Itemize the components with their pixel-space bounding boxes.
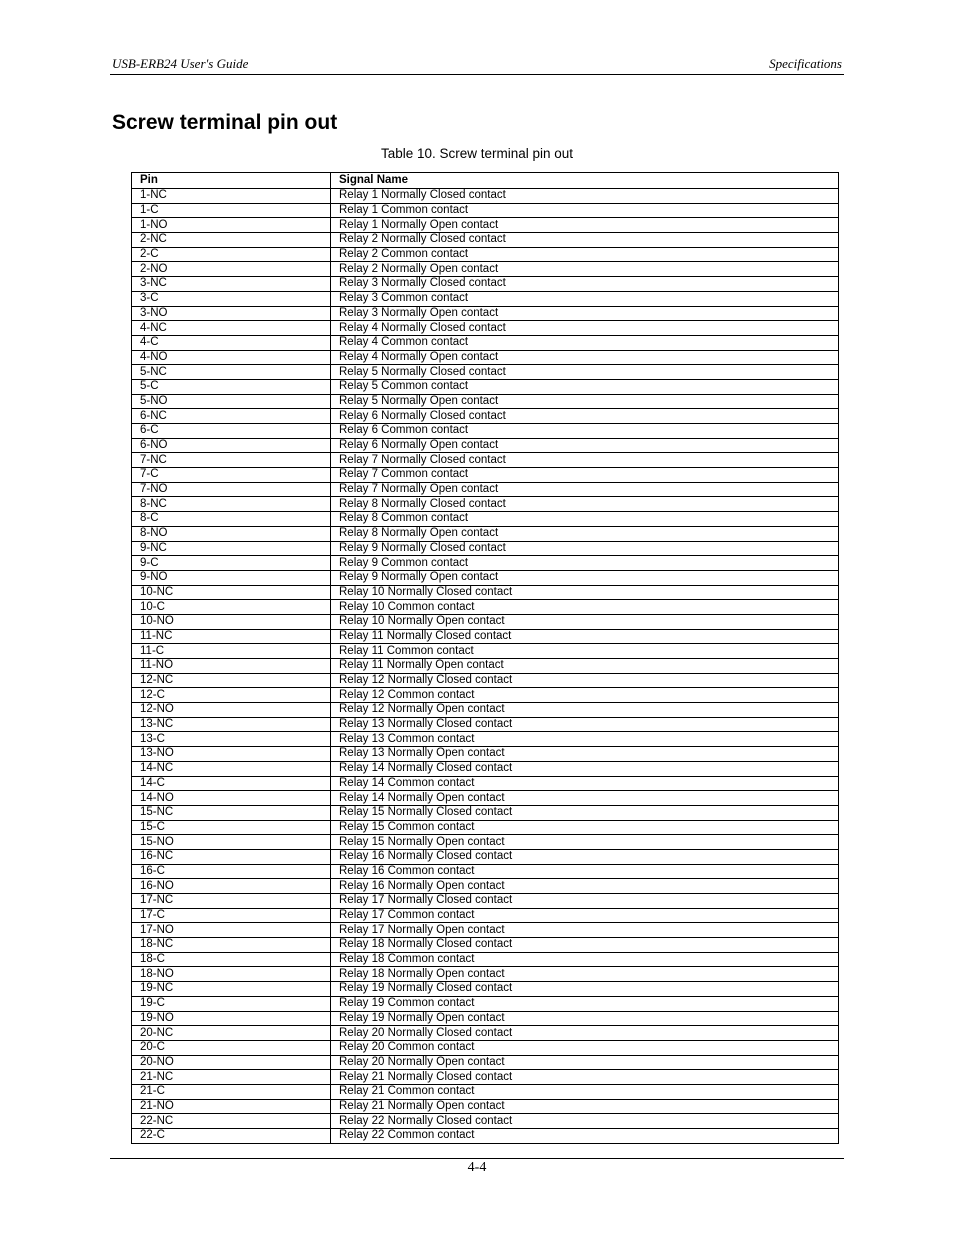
pin-cell: 20-NC (132, 1026, 331, 1041)
signal-name-cell: Relay 2 Common contact (331, 247, 839, 262)
pin-cell: 4-C (132, 335, 331, 350)
table-row (132, 365, 839, 380)
table-caption: Table 10. Screw terminal pin out (380, 146, 574, 161)
pin-cell: 2-C (132, 247, 331, 262)
table-row (132, 1084, 839, 1099)
pin-cell: 7-NC (132, 453, 331, 468)
table-body (132, 189, 839, 1144)
signal-name-cell: Relay 15 Common contact (331, 820, 839, 835)
pin-cell: 5-NC (132, 365, 331, 380)
signal-name-cell: Relay 1 Normally Open contact (331, 218, 839, 233)
signal-name-cell: Relay 19 Common contact (331, 996, 839, 1011)
signal-name-cell: Relay 17 Normally Open contact (331, 923, 839, 938)
pin-cell: 10-NO (132, 614, 331, 629)
signal-name-cell: Relay 7 Normally Closed contact (331, 453, 839, 468)
signal-name-cell: Relay 22 Normally Closed contact (331, 1114, 839, 1129)
table-row (132, 291, 839, 306)
pin-cell: 22-NC (132, 1114, 331, 1129)
pin-cell: 3-NC (132, 277, 331, 292)
signal-name-cell: Relay 6 Common contact (331, 424, 839, 439)
table-row (132, 629, 839, 644)
pin-cell: 6-C (132, 424, 331, 439)
table-row (132, 614, 839, 629)
table-row (132, 335, 839, 350)
signal-name-cell: Relay 3 Common contact (331, 291, 839, 306)
pin-cell: 8-NC (132, 497, 331, 512)
pin-cell: 9-NC (132, 541, 331, 556)
pin-cell: 18-C (132, 952, 331, 967)
table-row (132, 233, 839, 248)
signal-name-cell: Relay 7 Normally Open contact (331, 482, 839, 497)
pin-cell: 5-C (132, 379, 331, 394)
table-row (132, 438, 839, 453)
signal-name-cell: Relay 2 Normally Closed contact (331, 233, 839, 248)
table-row (132, 394, 839, 409)
table-row (132, 1129, 839, 1144)
signal-name-cell: Relay 1 Common contact (331, 203, 839, 218)
signal-name-cell: Relay 14 Normally Closed contact (331, 761, 839, 776)
section-title: Screw terminal pin out (112, 111, 338, 134)
signal-name-cell: Relay 13 Normally Closed contact (331, 717, 839, 732)
page-header (110, 54, 844, 75)
pin-cell: 12-C (132, 688, 331, 703)
signal-name-cell: Relay 22 Common contact (331, 1129, 839, 1144)
pin-cell: 19-NO (132, 1011, 331, 1026)
pin-cell: 3-C (132, 291, 331, 306)
table-row (132, 820, 839, 835)
pin-cell: 7-NO (132, 482, 331, 497)
pin-cell: 9-C (132, 556, 331, 571)
table-row (132, 703, 839, 718)
table-row (132, 791, 839, 806)
table-row (132, 409, 839, 424)
signal-name-cell: Relay 20 Normally Open contact (331, 1055, 839, 1070)
table-row (132, 835, 839, 850)
table-row (132, 952, 839, 967)
pin-cell: 15-NC (132, 805, 331, 820)
table-row (132, 556, 839, 571)
table-row (132, 585, 839, 600)
signal-name-cell: Relay 5 Normally Open contact (331, 394, 839, 409)
table-row (132, 776, 839, 791)
pin-cell: 7-C (132, 468, 331, 483)
pin-cell: 9-NO (132, 570, 331, 585)
pin-cell: 14-NO (132, 791, 331, 806)
table-header-row (132, 173, 839, 189)
signal-name-cell: Relay 4 Normally Closed contact (331, 321, 839, 336)
table-row (132, 1040, 839, 1055)
table-row (132, 923, 839, 938)
table-row (132, 908, 839, 923)
table-row (132, 879, 839, 894)
pin-cell: 3-NO (132, 306, 331, 321)
pin-cell: 15-NO (132, 835, 331, 850)
table-row (132, 468, 839, 483)
table-row (132, 1026, 839, 1041)
signal-name-cell: Relay 15 Normally Open contact (331, 835, 839, 850)
header-guide-title: USB-ERB24 User's Guide (112, 56, 249, 71)
signal-name-cell: Relay 12 Normally Open contact (331, 703, 839, 718)
signal-name-cell: Relay 18 Normally Closed contact (331, 938, 839, 953)
table-row (132, 350, 839, 365)
table-row (132, 717, 839, 732)
signal-name-cell: Relay 3 Normally Open contact (331, 306, 839, 321)
signal-name-cell: Relay 19 Normally Closed contact (331, 982, 839, 997)
pin-cell: 21-C (132, 1084, 331, 1099)
signal-name-cell: Relay 9 Common contact (331, 556, 839, 571)
signal-name-cell: Relay 18 Normally Open contact (331, 967, 839, 982)
pin-cell: 11-NC (132, 629, 331, 644)
signal-name-cell: Relay 3 Normally Closed contact (331, 277, 839, 292)
table-row (132, 938, 839, 953)
signal-name-cell: Relay 6 Normally Open contact (331, 438, 839, 453)
signal-name-cell: Relay 13 Normally Open contact (331, 747, 839, 762)
signal-name-cell: Relay 2 Normally Open contact (331, 262, 839, 277)
signal-name-cell: Relay 6 Normally Closed contact (331, 409, 839, 424)
signal-name-cell: Relay 16 Common contact (331, 864, 839, 879)
table-row (132, 497, 839, 512)
pin-cell: 16-C (132, 864, 331, 879)
pin-cell: 13-C (132, 732, 331, 747)
signal-name-cell: Relay 10 Normally Closed contact (331, 585, 839, 600)
pin-cell: 16-NC (132, 849, 331, 864)
signal-name-cell: Relay 19 Normally Open contact (331, 1011, 839, 1026)
table-row (132, 1114, 839, 1129)
table-row (132, 247, 839, 262)
signal-name-cell: Relay 10 Common contact (331, 600, 839, 615)
signal-name-cell: Relay 5 Normally Closed contact (331, 365, 839, 380)
signal-name-cell: Relay 7 Common contact (331, 468, 839, 483)
pin-cell: 18-NO (132, 967, 331, 982)
pin-cell: 15-C (132, 820, 331, 835)
page-number: 4-4 (467, 1160, 487, 1175)
pin-cell: 1-NC (132, 189, 331, 204)
signal-name-cell: Relay 14 Common contact (331, 776, 839, 791)
pin-cell: 12-NO (132, 703, 331, 718)
table-row (132, 321, 839, 336)
table-row (132, 203, 839, 218)
signal-name-cell: Relay 21 Normally Open contact (331, 1099, 839, 1114)
pin-cell: 10-NC (132, 585, 331, 600)
signal-name-cell: Relay 8 Normally Closed contact (331, 497, 839, 512)
table-row (132, 218, 839, 233)
pin-cell: 18-NC (132, 938, 331, 953)
signal-name-cell: Relay 8 Normally Open contact (331, 526, 839, 541)
pin-cell: 6-NC (132, 409, 331, 424)
pin-cell: 4-NC (132, 321, 331, 336)
table-row (132, 570, 839, 585)
table-row (132, 379, 839, 394)
table-row (132, 644, 839, 659)
pin-cell: 17-C (132, 908, 331, 923)
pin-cell: 19-NC (132, 982, 331, 997)
table-row (132, 967, 839, 982)
signal-name-cell: Relay 12 Common contact (331, 688, 839, 703)
column-header-signal-name: Signal Name (331, 173, 839, 189)
table-row (132, 864, 839, 879)
table-row (132, 306, 839, 321)
signal-name-cell: Relay 20 Normally Closed contact (331, 1026, 839, 1041)
pin-cell: 13-NC (132, 717, 331, 732)
signal-name-cell: Relay 18 Common contact (331, 952, 839, 967)
table-row (132, 1070, 839, 1085)
signal-name-cell: Relay 17 Common contact (331, 908, 839, 923)
signal-name-cell: Relay 17 Normally Closed contact (331, 894, 839, 909)
table-row (132, 747, 839, 762)
pin-cell: 14-C (132, 776, 331, 791)
pin-cell: 1-NO (132, 218, 331, 233)
table-row (132, 541, 839, 556)
table-row (132, 1099, 839, 1114)
signal-name-cell: Relay 11 Normally Open contact (331, 659, 839, 674)
signal-name-cell: Relay 21 Normally Closed contact (331, 1070, 839, 1085)
table-row (132, 761, 839, 776)
table-row (132, 189, 839, 204)
pin-cell: 11-C (132, 644, 331, 659)
signal-name-cell: Relay 11 Normally Closed contact (331, 629, 839, 644)
table-row (132, 673, 839, 688)
table-row (132, 482, 839, 497)
table-row (132, 659, 839, 674)
signal-name-cell: Relay 11 Common contact (331, 644, 839, 659)
table-row (132, 526, 839, 541)
table-row (132, 453, 839, 468)
table-row (132, 849, 839, 864)
signal-name-cell: Relay 9 Normally Open contact (331, 570, 839, 585)
footer-rule (110, 1158, 844, 1159)
table-row (132, 277, 839, 292)
signal-name-cell: Relay 10 Normally Open contact (331, 614, 839, 629)
signal-name-cell: Relay 16 Normally Open contact (331, 879, 839, 894)
pin-cell: 14-NC (132, 761, 331, 776)
table-row (132, 996, 839, 1011)
table-row (132, 894, 839, 909)
pin-cell: 17-NC (132, 894, 331, 909)
signal-name-cell: Relay 20 Common contact (331, 1040, 839, 1055)
table-row (132, 982, 839, 997)
pin-out-table (131, 172, 839, 1144)
pin-cell: 20-NO (132, 1055, 331, 1070)
signal-name-cell: Relay 5 Common contact (331, 379, 839, 394)
signal-name-cell: Relay 1 Normally Closed contact (331, 189, 839, 204)
pin-cell: 16-NO (132, 879, 331, 894)
column-header-pin: Pin (132, 173, 331, 189)
pin-cell: 2-NO (132, 262, 331, 277)
header-section-name: Specifications (769, 56, 842, 71)
signal-name-cell: Relay 9 Normally Closed contact (331, 541, 839, 556)
table-row (132, 1011, 839, 1026)
table-row (132, 688, 839, 703)
signal-name-cell: Relay 14 Normally Open contact (331, 791, 839, 806)
pin-cell: 21-NO (132, 1099, 331, 1114)
signal-name-cell: Relay 4 Normally Open contact (331, 350, 839, 365)
signal-name-cell: Relay 13 Common contact (331, 732, 839, 747)
signal-name-cell: Relay 4 Common contact (331, 335, 839, 350)
pin-cell: 1-C (132, 203, 331, 218)
pin-cell: 6-NO (132, 438, 331, 453)
pin-cell: 10-C (132, 600, 331, 615)
pin-cell: 12-NC (132, 673, 331, 688)
signal-name-cell: Relay 21 Common contact (331, 1084, 839, 1099)
table-row (132, 424, 839, 439)
pin-cell: 21-NC (132, 1070, 331, 1085)
pin-cell: 8-NO (132, 526, 331, 541)
pin-cell: 2-NC (132, 233, 331, 248)
table-row (132, 512, 839, 527)
pin-cell: 4-NO (132, 350, 331, 365)
pin-cell: 5-NO (132, 394, 331, 409)
table-row (132, 805, 839, 820)
signal-name-cell: Relay 12 Normally Closed contact (331, 673, 839, 688)
signal-name-cell: Relay 15 Normally Closed contact (331, 805, 839, 820)
pin-cell: 11-NO (132, 659, 331, 674)
pin-cell: 13-NO (132, 747, 331, 762)
pin-cell: 19-C (132, 996, 331, 1011)
pin-cell: 22-C (132, 1129, 331, 1144)
table-row (132, 600, 839, 615)
pin-cell: 8-C (132, 512, 331, 527)
table-row (132, 732, 839, 747)
pin-cell: 17-NO (132, 923, 331, 938)
table-row (132, 262, 839, 277)
pin-cell: 20-C (132, 1040, 331, 1055)
table-row (132, 1055, 839, 1070)
signal-name-cell: Relay 16 Normally Closed contact (331, 849, 839, 864)
signal-name-cell: Relay 8 Common contact (331, 512, 839, 527)
